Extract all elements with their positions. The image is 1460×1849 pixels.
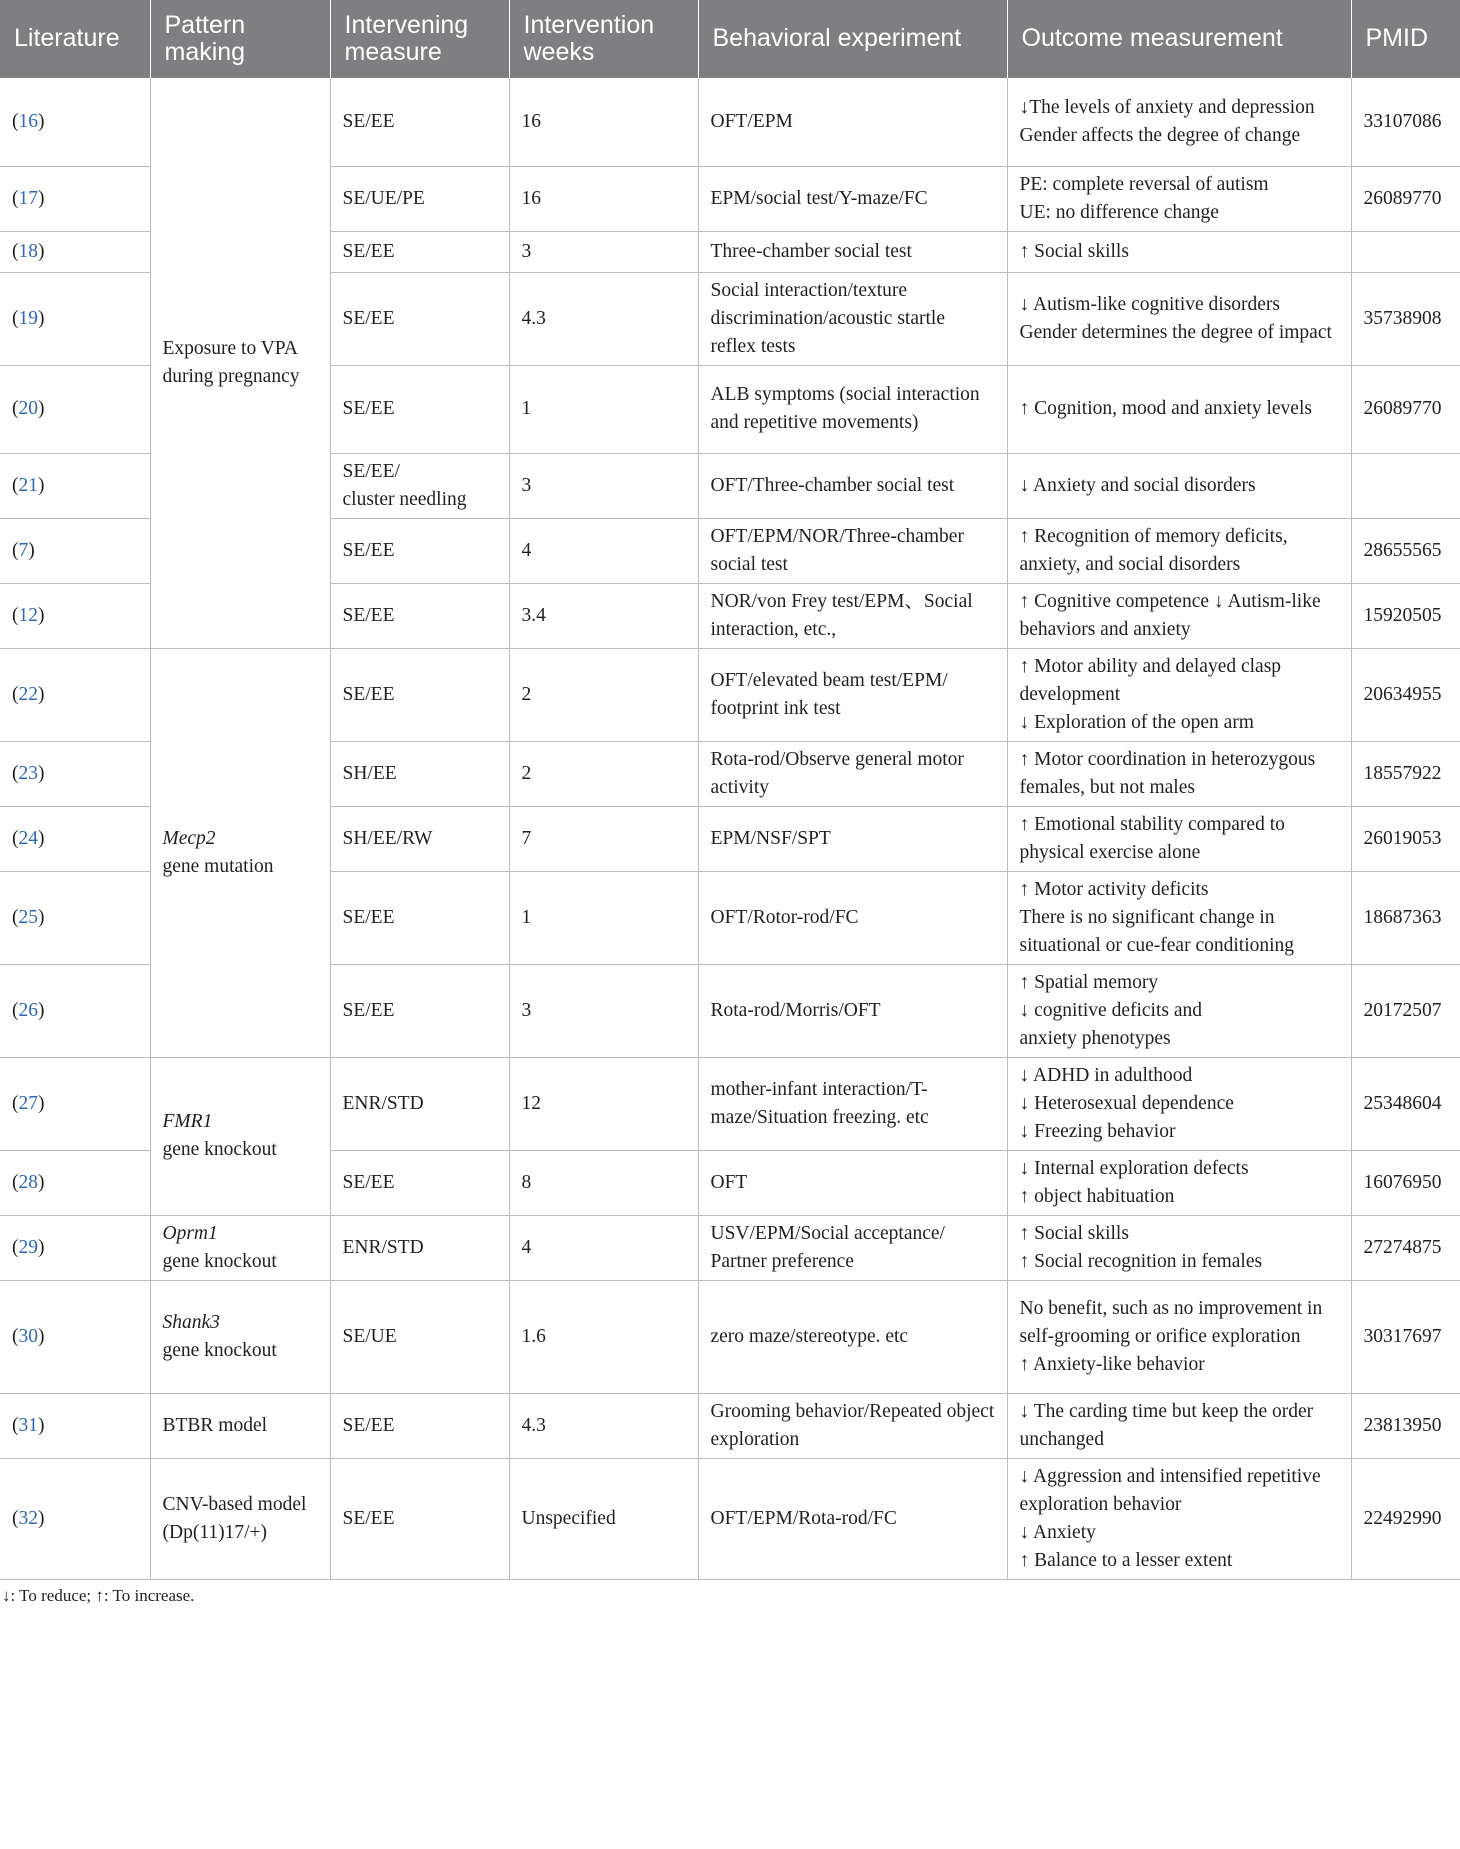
intervention-weeks-cell: 3 (509, 964, 698, 1057)
pmid-cell: 26089770 (1351, 166, 1460, 231)
literature-cell: (27) (0, 1057, 150, 1150)
model-gene-name: Oprm1 (162, 1222, 218, 1244)
header-behavioral-experiment: Behavioral experiment (698, 0, 1007, 78)
pmid-cell: 28655565 (1351, 518, 1460, 583)
outcome-measurement-cell: ↑ Motor coordination in heterozygous females, but not males (1007, 741, 1351, 806)
behavioral-experiment-cell: OFT/Three-chamber social test (698, 453, 1007, 518)
behavioral-experiment-cell: Rota-rod/Observe general motor activity (698, 741, 1007, 806)
pmid-cell: 16076950 (1351, 1150, 1460, 1215)
pmid-cell: 20634955 (1351, 648, 1460, 741)
behavioral-experiment-cell: Social interaction/texture discrimination/acoustic startle reflex tests (698, 272, 1007, 365)
pmid-cell: 23813950 (1351, 1393, 1460, 1458)
intervention-weeks-cell: 2 (509, 741, 698, 806)
reference-link[interactable]: 28 (18, 1171, 38, 1193)
behavioral-experiment-cell: ALB symptoms (social interaction and repetitive movements) (698, 365, 1007, 453)
reference-link[interactable]: 31 (18, 1414, 38, 1436)
behavioral-experiment-cell: EPM/social test/Y-maze/FC (698, 166, 1007, 231)
pattern-making-cell (150, 1057, 330, 1215)
pmid-cell: 18687363 (1351, 871, 1460, 964)
behavioral-experiment-cell: Rota-rod/Morris/OFT (698, 964, 1007, 1057)
behavioral-experiment-cell: OFT/EPM/NOR/Three-chamber social test (698, 518, 1007, 583)
behavioral-experiment-cell: OFT/EPM/Rota-rod/FC (698, 1458, 1007, 1579)
intervention-weeks-cell: 4.3 (509, 1393, 698, 1458)
intervention-weeks-cell: 4 (509, 518, 698, 583)
outcome-measurement-cell: ↑ Social skills (1007, 231, 1351, 272)
literature-cell: (29) (0, 1215, 150, 1280)
intervention-weeks-cell: 7 (509, 806, 698, 871)
literature-cell: (24) (0, 806, 150, 871)
model-description: CNV-based model (Dp(11)17/+) (162, 1493, 307, 1543)
pmid-cell: 33107086 (1351, 78, 1460, 166)
intervention-weeks-cell: Unspecified (509, 1458, 698, 1579)
reference-link[interactable]: 19 (18, 307, 38, 329)
pattern-making-cell (150, 1458, 330, 1579)
header-row (0, 0, 1460, 78)
literature-cell: (12) (0, 583, 150, 648)
intervention-weeks-cell: 3 (509, 453, 698, 518)
outcome-measurement-cell: ↓ The carding time but keep the order unchanged (1007, 1393, 1351, 1458)
intervening-measure-cell: SE/EE (330, 518, 509, 583)
reference-link[interactable]: 16 (18, 110, 38, 132)
reference-link[interactable]: 25 (18, 906, 38, 928)
pmid-cell: 20172507 (1351, 964, 1460, 1057)
outcome-measurement-cell: ↑ Social skills ↑ Social recognition in females (1007, 1215, 1351, 1280)
intervening-measure-cell: SH/EE (330, 741, 509, 806)
outcome-measurement-cell: ↑ Recognition of memory deficits, anxiety, and social disorders (1007, 518, 1351, 583)
model-description: gene knockout (162, 1339, 277, 1361)
behavioral-experiment-cell: OFT/EPM (698, 78, 1007, 166)
intervening-measure-cell: ENR/STD (330, 1057, 509, 1150)
behavioral-experiment-cell: OFT/elevated beam test/EPM/ footprint ink test (698, 648, 1007, 741)
reference-link[interactable]: 18 (18, 240, 38, 262)
intervening-measure-cell: SE/EE (330, 1393, 509, 1458)
pmid-cell: 35738908 (1351, 272, 1460, 365)
literature-cell: (19) (0, 272, 150, 365)
literature-cell: (22) (0, 648, 150, 741)
pattern-making-cell (150, 1393, 330, 1458)
literature-cell: (26) (0, 964, 150, 1057)
header-outcome-measurement: Outcome measurement (1007, 0, 1351, 78)
reference-link[interactable]: 12 (18, 604, 38, 626)
intervention-weeks-cell: 1.6 (509, 1280, 698, 1393)
reference-link[interactable]: 20 (18, 398, 38, 419)
behavioral-experiment-cell: mother-infant interaction/T-maze/Situation freezing. etc (698, 1057, 1007, 1150)
intervening-measure-cell: SE/EE (330, 78, 509, 166)
reference-link[interactable]: 7 (18, 539, 29, 561)
reference-link[interactable]: 17 (18, 187, 38, 209)
intervening-measure-cell: SE/EE (330, 1458, 509, 1579)
literature-cell: (31) (0, 1393, 150, 1458)
intervention-weeks-cell: 8 (509, 1150, 698, 1215)
outcome-measurement-cell: ↓ Anxiety and social disorders (1007, 453, 1351, 518)
outcome-measurement-cell: ↑ Spatial memory ↓ cognitive deficits and anxiety phenotypes (1007, 964, 1351, 1057)
outcome-measurement-cell: ↓ Autism-like cognitive disorders Gender determines the degree of impact (1007, 272, 1351, 365)
intervention-weeks-cell: 4 (509, 1215, 698, 1280)
intervention-weeks-cell: 16 (509, 78, 698, 166)
pmid-cell: 18557922 (1351, 741, 1460, 806)
pattern-making-cell (150, 78, 330, 648)
pmid-cell: 25348604 (1351, 1057, 1460, 1150)
intervention-weeks-cell: 1 (509, 871, 698, 964)
intervention-weeks-cell: 3 (509, 231, 698, 272)
reference-link[interactable]: 22 (18, 683, 38, 705)
model-gene-name: Shank3 (162, 1311, 220, 1333)
table-row (0, 648, 1460, 741)
intervening-measure-cell: ENR/STD (330, 1215, 509, 1280)
intervening-measure-cell: SE/EE (330, 365, 509, 453)
literature-cell: (20) (0, 365, 150, 453)
reference-link[interactable]: 24 (18, 827, 38, 849)
pmid-cell: 27274875 (1351, 1215, 1460, 1280)
pmid-cell: 26089770 (1351, 365, 1460, 453)
outcome-measurement-cell: ↑ Cognition, mood and anxiety levels (1007, 365, 1351, 453)
pmid-cell: 30317697 (1351, 1280, 1460, 1393)
pmid-cell (1351, 231, 1460, 272)
behavioral-experiment-cell: EPM/NSF/SPT (698, 806, 1007, 871)
literature-cell: (28) (0, 1150, 150, 1215)
pattern-making-cell (150, 648, 330, 1057)
pmid-cell: 15920505 (1351, 583, 1460, 648)
model-gene-name: FMR1 (162, 1111, 213, 1132)
intervening-measure-cell: SE/EE (330, 871, 509, 964)
outcome-measurement-cell: ↑ Motor activity deficits There is no significant change in situational or cue-fear conditioning (1007, 871, 1351, 964)
intervening-measure-cell: SE/UE (330, 1280, 509, 1393)
reference-link[interactable]: 32 (18, 1507, 38, 1529)
outcome-measurement-cell: PE: complete reversal of autism UE: no difference change (1007, 166, 1351, 231)
reference-link[interactable]: 26 (18, 999, 38, 1021)
literature-cell: (7) (0, 518, 150, 583)
header-literature: Literature (0, 0, 150, 78)
reference-link[interactable]: 30 (18, 1325, 38, 1347)
literature-cell: (25) (0, 871, 150, 964)
model-description: BTBR model (162, 1414, 268, 1436)
literature-cell: (32) (0, 1458, 150, 1579)
table-row (0, 1280, 1460, 1393)
literature-cell: (17) (0, 166, 150, 231)
literature-cell: (21) (0, 453, 150, 518)
model-description: gene knockout (162, 1139, 277, 1160)
model-description: gene mutation (162, 855, 274, 877)
behavioral-experiment-cell: NOR/von Frey test/EPM、Social interaction, etc., (698, 583, 1007, 648)
reference-link[interactable]: 23 (18, 762, 38, 784)
outcome-measurement-cell: ↑ Motor ability and delayed clasp development ↓ Exploration of the open arm (1007, 648, 1351, 741)
table-row (0, 1458, 1460, 1579)
literature-cell: (23) (0, 741, 150, 806)
table-row (0, 1393, 1460, 1458)
intervening-measure-cell: SE/EE (330, 272, 509, 365)
behavioral-experiment-cell: OFT/Rotor-rod/FC (698, 871, 1007, 964)
outcome-measurement-cell: ↓ Aggression and intensified repetitive exploration behavior ↓ Anxiety ↑ Balance to a lesser extent (1007, 1458, 1351, 1579)
intervening-measure-cell: SE/UE/PE (330, 166, 509, 231)
literature-cell: (16) (0, 78, 150, 166)
intervening-measure-cell: SE/EE/ cluster needling (330, 453, 509, 518)
intervening-measure-cell: SE/EE (330, 964, 509, 1057)
reference-link[interactable]: 29 (18, 1236, 38, 1258)
intervention-weeks-cell: 3.4 (509, 583, 698, 648)
intervention-weeks-cell: 12 (509, 1057, 698, 1150)
behavioral-experiment-cell: zero maze/stereotype. etc (698, 1280, 1007, 1393)
outcome-measurement-cell: ↑ Emotional stability compared to physical exercise alone (1007, 806, 1351, 871)
outcome-measurement-cell: No benefit, such as no improvement in self-grooming or orifice exploration ↑ Anxiety-like behavior (1007, 1280, 1351, 1393)
intervention-weeks-cell: 1 (509, 365, 698, 453)
reference-link[interactable]: 21 (18, 474, 38, 496)
table-row (0, 78, 1460, 166)
intervening-measure-cell: SH/EE/RW (330, 806, 509, 871)
table-row (0, 1215, 1460, 1280)
header-intervening-measure: Intervening measure (330, 0, 509, 78)
intervening-measure-cell: SE/EE (330, 648, 509, 741)
pattern-making-cell (150, 1215, 330, 1280)
behavioral-experiment-cell: USV/EPM/Social acceptance/ Partner preference (698, 1215, 1007, 1280)
intervening-measure-cell: SE/EE (330, 583, 509, 648)
intervening-measure-cell: SE/EE (330, 231, 509, 272)
outcome-measurement-cell: ↓The levels of anxiety and depression Gender affects the degree of change (1007, 78, 1351, 166)
behavioral-experiment-cell: OFT (698, 1150, 1007, 1215)
reference-link[interactable]: 27 (18, 1092, 38, 1114)
literature-cell: (30) (0, 1280, 150, 1393)
model-gene-name: Mecp2 (162, 827, 216, 849)
intervention-weeks-cell: 2 (509, 648, 698, 741)
header-intervention-weeks: Intervention weeks (509, 0, 698, 78)
behavioral-experiment-cell: Grooming behavior/Repeated object exploration (698, 1393, 1007, 1458)
table-row (0, 1057, 1460, 1150)
outcome-measurement-cell: ↑ Cognitive competence ↓ Autism-like behaviors and anxiety (1007, 583, 1351, 648)
pattern-making-cell (150, 1280, 330, 1393)
pmid-cell: 26019053 (1351, 806, 1460, 871)
intervention-weeks-cell: 4.3 (509, 272, 698, 365)
behavioral-experiment-cell: Three-chamber social test (698, 231, 1007, 272)
header-pmid: PMID (1351, 0, 1460, 78)
table-footnote: ↓: To reduce; ↑: To increase. (2, 1585, 195, 1605)
intervention-weeks-cell: 16 (509, 166, 698, 231)
literature-cell: (18) (0, 231, 150, 272)
model-description: Exposure to VPA during pregnancy (162, 337, 300, 387)
model-description: gene knockout (162, 1250, 277, 1272)
outcome-measurement-cell: ↓ Internal exploration defects ↑ object habituation (1007, 1150, 1351, 1215)
pmid-cell: 22492990 (1351, 1458, 1460, 1579)
intervening-measure-cell: SE/EE (330, 1150, 509, 1215)
outcome-measurement-cell: ↓ ADHD in adulthood ↓ Heterosexual dependence ↓ Freezing behavior (1007, 1057, 1351, 1150)
header-pattern-making: Pattern making (150, 0, 330, 78)
pmid-cell (1351, 453, 1460, 518)
